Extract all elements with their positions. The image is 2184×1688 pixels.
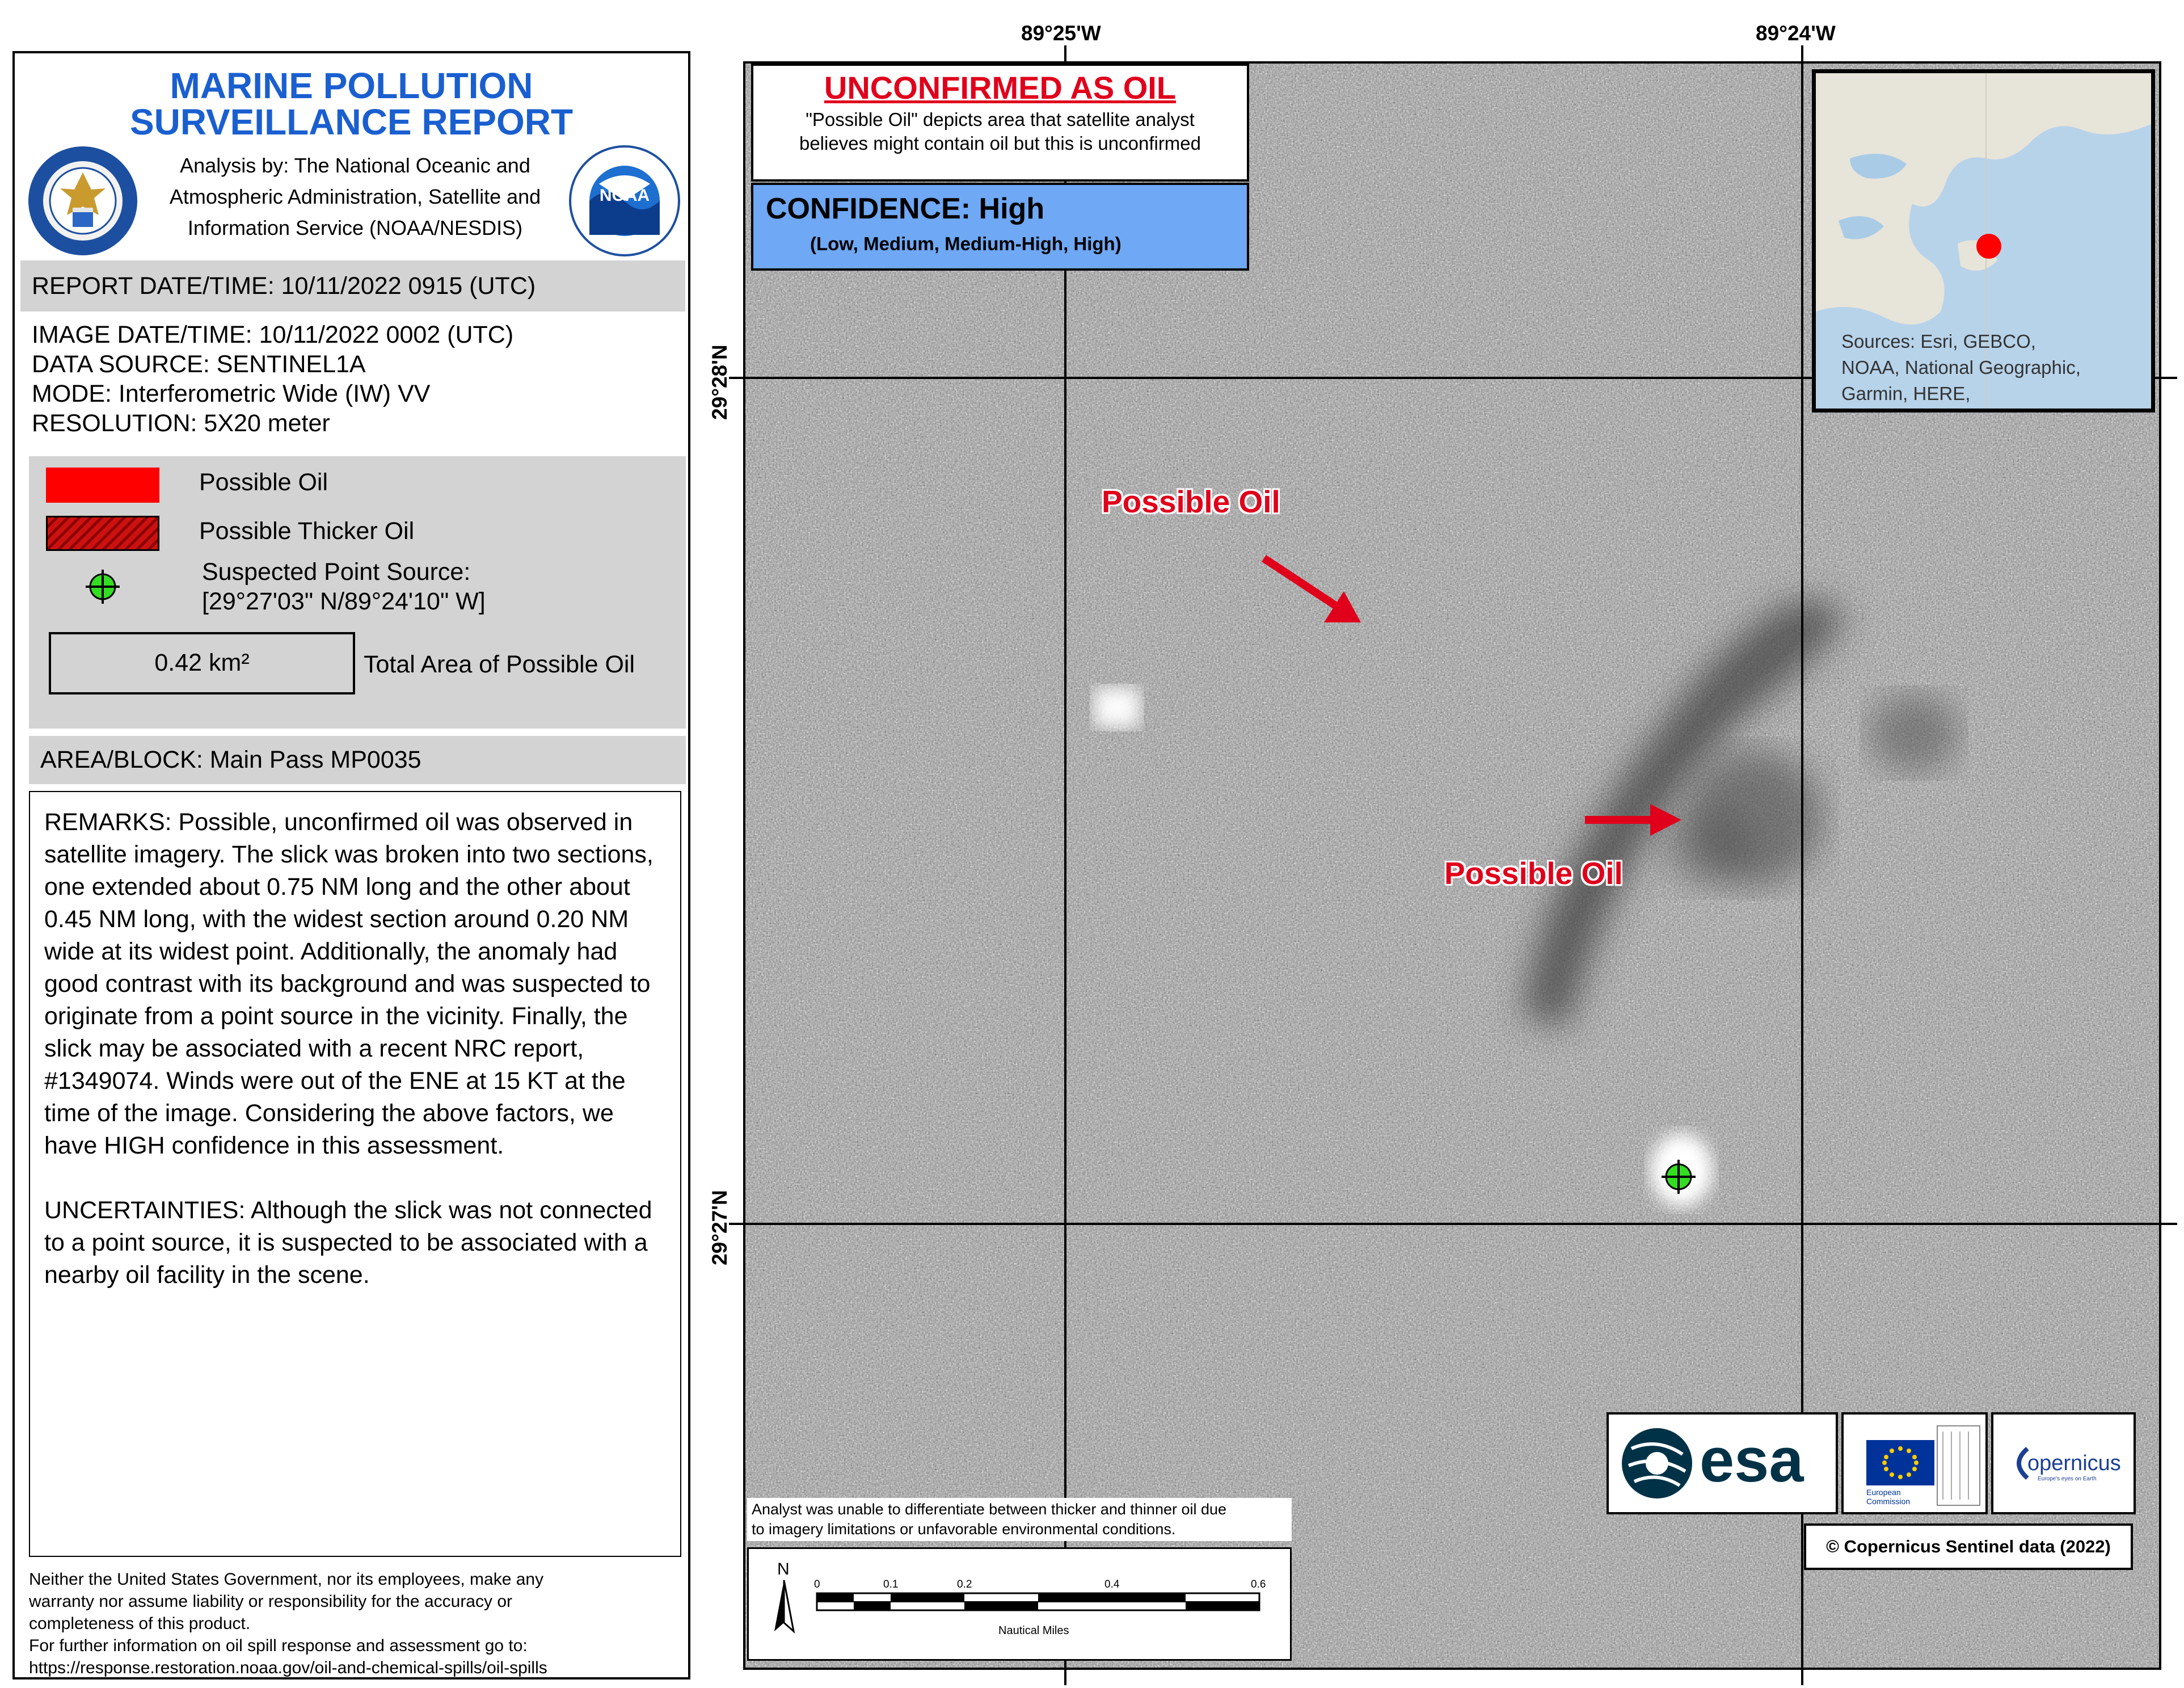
possible-oil-label-1: Possible Oil [1102,484,1280,519]
unconfirmed-box [751,64,1249,182]
disclaimer-line: completeness of this product. [29,1614,251,1633]
svg-text:NOAA: NOAA [599,186,650,205]
analysis-line: Analysis by: The National Oceanic and [180,154,530,177]
svg-text:esa: esa [1700,1425,1804,1495]
lat-label-south: 29°27'N [708,1190,731,1265]
disclaimer-link[interactable]: https://response.restoration.noaa.gov/oil-and-chemical-spills/oil-spills [29,1658,547,1677]
inset-source-line: NOAA, National Geographic, [1841,357,2081,378]
svg-text:Nautical Miles: Nautical Miles [998,1624,1069,1637]
location-marker-icon [1976,234,2001,259]
analyst-note-line: Analyst was unable to differentiate between thicker and thinner oil due [752,1501,1227,1518]
analyst-note-line: to imagery limitations or unfavorable environmental conditions. [752,1521,1176,1538]
confidence-scale: (Low, Medium, Medium-High, High) [810,233,1121,254]
svg-text:0: 0 [814,1578,820,1590]
svg-text:Commission: Commission [1866,1497,1911,1506]
sar-map[interactable] [743,61,2161,1670]
analyst-note [747,1498,1292,1541]
european-commission-logo [1841,1412,1988,1514]
svg-text:European: European [1866,1488,1901,1497]
inset-source-line: Garmin, HERE, [1841,383,1971,404]
disclaimer-line: Neither the United States Government, nor its employees, make any [29,1570,544,1589]
remarks-text: REMARKS: Possible, unconfirmed oil was observed in satellite imagery. The slick was broken into two sections, one extended about 0.75 NM long and the other about 0.45 NM long, with the widest section around 0.20 NM wide at its widest point. Additionally, the anomaly had good contrast with its background and was suspected to originate from a point source in the vicinity. Finally, the slick may be associated with a recent NRC report, #1349074. Winds were out of the ENE at 15 KT at the time of the image. Considering the above factors, we have HIGH confidence in this assessment. [44,809,653,1159]
confidence-title: CONFIDENCE: High [766,192,1045,225]
svg-text:0.4: 0.4 [1104,1578,1120,1590]
thicker-oil-label: Possible Thicker Oil [199,517,415,545]
report-title-line1: MARINE POLLUTION [170,65,533,106]
uncertainties-text: UNCERTAINTIES: Although the slick was not connected to a point source, it is suspected to be associated with a nearby oil facility in the scene. [44,1197,652,1289]
data-source: DATA SOURCE: SENTINEL1A [32,351,366,378]
analysis-line: Information Service (NOAA/NESDIS) [187,216,523,239]
disclaimer-line: warranty nor assume liability or responsibility for the accuracy or [29,1592,512,1611]
point-source-label: Suspected Point Source: [202,558,471,586]
possible-oil-label: Possible Oil [199,469,328,496]
possible-oil-label-2: Possible Oil [1444,856,1623,891]
unconfirmed-title: UNCONFIRMED AS OIL [824,70,1177,106]
esa-emblem-icon [1622,1428,1692,1498]
unconfirmed-desc: believes might contain oil but this is unconfirmed [799,133,1201,154]
esa-logo [1607,1412,1838,1514]
svg-text:N: N [777,1560,790,1578]
total-area-label: Total Area of Possible Oil [364,651,635,678]
lon-label-west: 89°25'W [1021,22,1101,45]
disclaimer-line: For further information on oil spill response and assessment go to: [29,1636,528,1655]
svg-text:0.1: 0.1 [883,1578,899,1590]
svg-text:opernicus: opernicus [2027,1451,2121,1475]
image-datetime: IMAGE DATE/TIME: 10/11/2022 0002 (UTC) [32,321,514,348]
scale-bar [749,1549,1290,1659]
locator-inset-map[interactable] [1812,69,2155,412]
point-source-coords: [29°27'03" N/89°24'10" W] [202,588,486,615]
confidence-box [751,183,1249,271]
lat-label-north: 29°28'N [708,344,731,420]
north-arrow-icon [774,1580,794,1631]
inset-sources [1841,329,2081,407]
dark-anomaly-east [1869,693,1959,773]
report-datetime: REPORT DATE/TIME: 10/11/2022 0915 (UTC) [20,260,685,311]
bright-target-west [1094,688,1140,727]
svg-text:0.6: 0.6 [1251,1578,1266,1590]
copernicus-c-icon [2019,1449,2027,1478]
analysis-line: Atmospheric Administration, Satellite and [169,185,541,208]
total-area-value: 0.42 km² [49,632,355,694]
svg-text:Europe's eyes on Earth: Europe's eyes on Earth [2038,1476,2097,1482]
lon-label-east: 89°24'W [1756,22,1836,45]
inset-source-line: Sources: Esri, GEBCO, [1841,331,2036,352]
copernicus-logo [1991,1412,2136,1514]
resolution: RESOLUTION: 5X20 meter [32,410,330,437]
svg-text:0.2: 0.2 [957,1578,972,1590]
area-block: AREA/BLOCK: Main Pass MP0035 [29,736,686,784]
scale-bar-box [747,1547,1292,1661]
unconfirmed-desc: "Possible Oil" depicts area that satellite analyst [806,109,1195,130]
report-title-line2: SURVEILLANCE REPORT [129,102,574,142]
sensor-mode: MODE: Interferometric Wide (IW) VV [32,380,431,407]
copyright-notice: © Copernicus Sentinel data (2022) [1804,1523,2133,1570]
